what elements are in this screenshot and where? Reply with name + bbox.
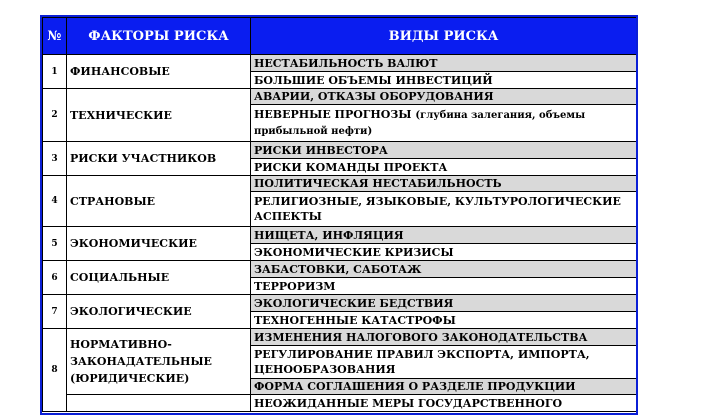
risk-type: ИЗМЕНЕНИЯ НАЛОГОВОГО ЗАКОНОДАТЕЛЬСТВА <box>251 329 637 346</box>
risk-factor: ТЕХНИЧЕСКИЕ <box>67 89 251 142</box>
risk-factor: СТРАНОВЫЕ <box>67 176 251 227</box>
risk-type: РИСКИ ИНВЕСТОРА <box>251 142 637 159</box>
risk-type: ФОРМА СОГЛАШЕНИЯ О РАЗДЕЛЕ ПРОДУКЦИИ <box>251 379 637 395</box>
table-row <box>43 89 637 105</box>
risk-type: РЕЛИГИОЗНЫЕ, ЯЗЫКОВЫЕ, КУЛЬТУРОЛОГИЧЕСКИЕ АСПЕКТЫ <box>251 192 637 227</box>
risk-factor: НОРМАТИВНО-ЗАКОНАДАТЕЛЬНЫЕ (ЮРИДИЧЕСКИЕ) <box>67 329 251 395</box>
risk-type: ТЕХНОГЕННЫЕ КАТАСТРОФЫ <box>251 312 637 329</box>
row-number: 8 <box>43 329 67 412</box>
header-number: № <box>43 18 67 55</box>
risk-type: ТЕРРОРИЗМ <box>251 278 637 295</box>
row-number: 3 <box>43 142 67 176</box>
table-row <box>43 261 637 278</box>
risk-type: НИЩЕТА, ИНФЛЯЦИЯ <box>251 227 637 244</box>
table-row <box>43 295 637 312</box>
header-risk-factors: ФАКТОРЫ РИСКА <box>67 18 251 55</box>
risk-type: НЕОЖИДАННЫЕ МЕРЫ ГОСУДАРСТВЕННОГО <box>251 395 637 412</box>
risk-type: АВАРИИ, ОТКАЗЫ ОБОРУДОВАНИЯ <box>251 89 637 105</box>
row-number: 2 <box>43 89 67 142</box>
risk-table-frame <box>40 15 638 415</box>
risk-factor: ЭКОЛОГИЧЕСКИЕ <box>67 295 251 329</box>
table-row <box>43 227 637 244</box>
row-number: 6 <box>43 261 67 295</box>
risk-type: РИСКИ КОМАНДЫ ПРОЕКТА <box>251 159 637 176</box>
table-row <box>43 329 637 346</box>
risk-type <box>251 105 637 142</box>
risk-type: БОЛЬШИЕ ОБЪЕМЫ ИНВЕСТИЦИЙ <box>251 72 637 89</box>
row-number: 4 <box>43 176 67 227</box>
table-row <box>43 395 637 412</box>
risk-type: ЭКОНОМИЧЕСКИЕ КРИЗИСЫ <box>251 244 637 261</box>
risk-factor: ЭКОНОМИЧЕСКИЕ <box>67 227 251 261</box>
table-row <box>43 142 637 159</box>
risk-factor: РИСКИ УЧАСТНИКОВ <box>67 142 251 176</box>
risk-type: РЕГУЛИРОВАНИЕ ПРАВИЛ ЭКСПОРТА, ИМПОРТА, ЦЕНООБРАЗОВАНИЯ <box>251 346 637 379</box>
risk-type: НЕСТАБИЛЬНОСТЬ ВАЛЮТ <box>251 55 637 72</box>
row-number: 5 <box>43 227 67 261</box>
risk-type: ПОЛИТИЧЕСКАЯ НЕСТАБИЛЬНОСТЬ <box>251 176 637 192</box>
risk-type-text: НЕВЕРНЫЕ ПРОГНОЗЫ <box>254 108 412 121</box>
table-row <box>43 176 637 192</box>
table-header-row <box>43 18 637 55</box>
risk-factor: СОЦИАЛЬНЫЕ <box>67 261 251 295</box>
header-risk-types: ВИДЫ РИСКА <box>251 18 637 55</box>
row-number: 7 <box>43 295 67 329</box>
row-number: 1 <box>43 55 67 89</box>
risk-table <box>42 17 637 412</box>
risk-type: ЗАБАСТОВКИ, САБОТАЖ <box>251 261 637 278</box>
risk-type: ЭКОЛОГИЧЕСКИЕ БЕДСТВИЯ <box>251 295 637 312</box>
risk-factor: ФИНАНСОВЫЕ <box>67 55 251 89</box>
risk-type-note: (глубина залегания, объемы прибыльной нефти) <box>254 110 586 137</box>
table-row <box>43 55 637 72</box>
risk-factor-empty <box>67 395 251 412</box>
